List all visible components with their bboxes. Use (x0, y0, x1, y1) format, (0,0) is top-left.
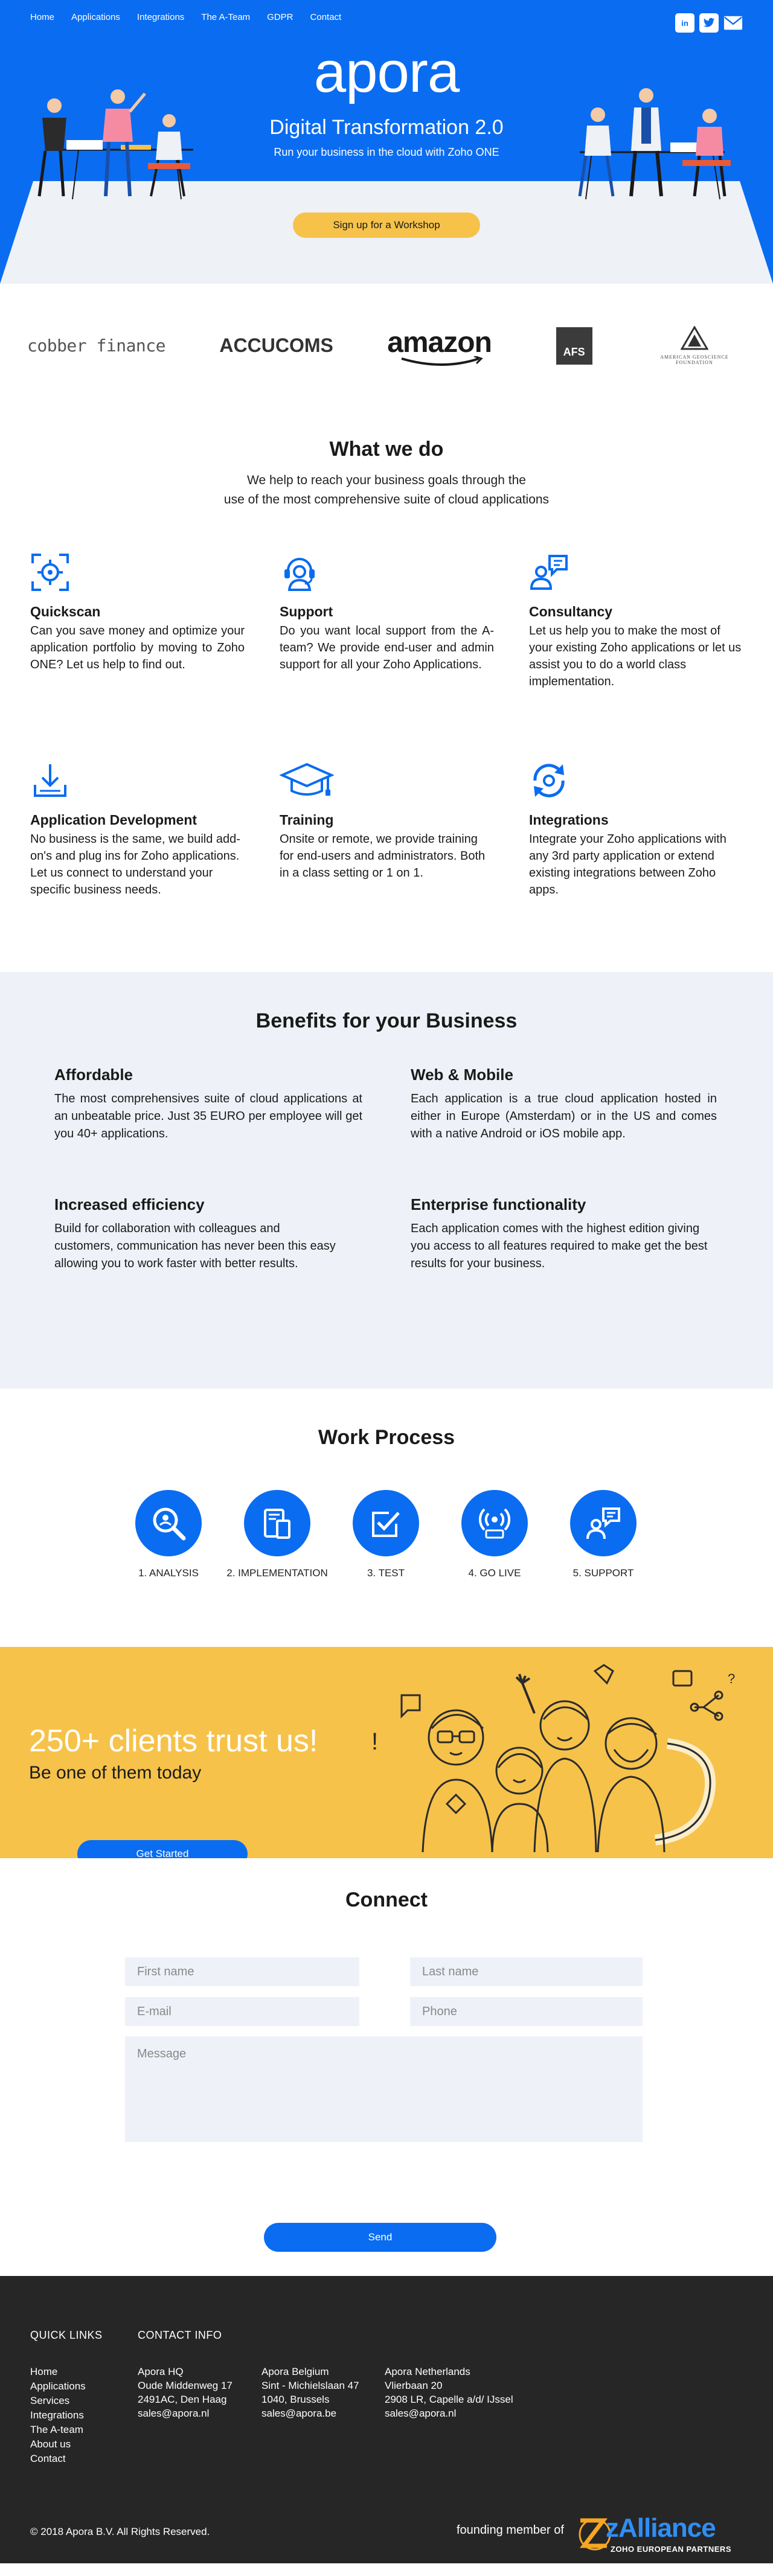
send-button[interactable]: Send (264, 2223, 496, 2252)
copyright-text: © 2018 Apora B.V. All Rights Reserved. (30, 2526, 210, 2537)
team-illustration-right (562, 85, 743, 205)
footer-link-integrations[interactable]: Integrations (30, 2409, 84, 2421)
service-title: Integrations (529, 812, 609, 828)
service-text: Onsite or remote, we provide training for end-users and administrators. Both in a class setting or 1 on 1. (280, 833, 486, 880)
quickscan-icon (30, 552, 70, 592)
sync-icon (529, 761, 569, 801)
clients-subline: Be one of them today (29, 1763, 202, 1783)
get-started-button[interactable]: Get Started (77, 1840, 248, 1858)
connect-title: Connect (345, 1888, 428, 1911)
footer-link-about-us[interactable]: About us (30, 2438, 71, 2450)
clients-headline: 250+ clients trust us! (29, 1724, 318, 1759)
benefit-title: Affordable (54, 1066, 133, 1084)
benefit-affordable (54, 1066, 362, 1143)
benefit-title: Increased efficiency (54, 1195, 205, 1213)
benefit-title: Enterprise functionality (411, 1195, 586, 1213)
svg-text:!: ! (371, 1728, 379, 1755)
footer-link-home[interactable]: Home (30, 2366, 58, 2377)
partner-logos (0, 284, 773, 407)
amazon-smile-icon (400, 356, 485, 367)
first-name-input[interactable]: First name (125, 1957, 359, 1986)
nav-the-a-team[interactable]: The A-Team (201, 12, 251, 22)
benefit-web-mobile (411, 1066, 717, 1143)
service-integrations (529, 761, 743, 898)
hero-title: Digital Transformation 2.0 (269, 116, 504, 139)
partner-amazon (387, 325, 502, 367)
benefit-increased-efficiency (54, 1195, 338, 1273)
nav-applications[interactable]: Applications (71, 12, 120, 22)
social-links (675, 13, 743, 33)
quick-links-heading: QUICK LINKS (30, 2329, 103, 2341)
partner-accucoms: ACCUCOMS (219, 334, 333, 356)
intro-line-1: We help to reach your business goals through the (247, 473, 526, 487)
step-label: 2. IMPLEMENTATION (226, 1567, 328, 1579)
test-checkbox-icon (353, 1490, 419, 1556)
service-title: Training (280, 812, 334, 828)
step-label: 5. SUPPORT (573, 1567, 634, 1579)
site-footer (0, 2276, 773, 2563)
work-process-section (0, 1389, 773, 1647)
phone-input[interactable]: Phone (410, 1997, 643, 2026)
process-step-implementation (223, 1490, 332, 1579)
hero-section (0, 0, 773, 284)
office-name: Apora Belgium (261, 2366, 329, 2377)
step-label: 4. GO LIVE (468, 1567, 521, 1579)
service-support (280, 552, 494, 673)
apora-logo[interactable]: apora (313, 40, 460, 104)
process-step-support (549, 1490, 658, 1579)
contact-info-heading: CONTACT INFO (138, 2329, 222, 2341)
service-training (280, 761, 494, 881)
footer-link-applications[interactable]: Applications (30, 2380, 86, 2392)
step-label: 1. ANALYSIS (138, 1567, 199, 1579)
process-step-test (332, 1490, 440, 1579)
footer-link-contact[interactable]: Contact (30, 2452, 66, 2464)
office-street: Vlierbaan 20 (385, 2379, 443, 2391)
office-netherlands (385, 2365, 513, 2421)
office-belgium (261, 2365, 359, 2421)
step-label: 3. TEST (367, 1567, 405, 1579)
office-city: 2491AC, Den Haag (138, 2393, 227, 2405)
nav-home[interactable]: Home (30, 12, 55, 22)
clients-banner (0, 1647, 773, 1858)
office-street: Oude Middenweg 17 (138, 2379, 233, 2391)
happy-clients-illustration (365, 1659, 752, 1852)
download-icon (30, 761, 70, 801)
office-street: Sint - Michielslaan 47 (261, 2379, 359, 2391)
partner-afs (556, 327, 592, 365)
geoscience-wordmark: AMERICAN GEOSCIENCE FOUNDATION (660, 354, 729, 365)
nav-integrations[interactable]: Integrations (136, 12, 185, 22)
zalliance-logo[interactable] (577, 2513, 743, 2557)
what-we-do-section (0, 407, 773, 972)
what-we-do-title: What we do (329, 438, 444, 461)
go-live-broadcast-icon (461, 1490, 528, 1556)
office-hq (138, 2365, 233, 2421)
geoscience-triangle-icon (681, 326, 708, 350)
linkedin-icon[interactable]: in (675, 13, 694, 33)
benefit-enterprise-functionality (411, 1195, 717, 1273)
benefit-text: Each application is a true cloud application hosted in either in Europe (Amsterdam) or in the US and comes with a native Android or iOS mobile app. (411, 1092, 717, 1140)
workshop-signup-button[interactable]: Sign up for a Workshop (293, 213, 480, 238)
support-icon (280, 552, 319, 592)
process-step-analysis (114, 1490, 223, 1579)
office-city: 2908 LR, Capelle a/d/ IJssel (385, 2393, 513, 2405)
service-title: Application Development (30, 812, 197, 828)
implementation-icon (244, 1490, 310, 1556)
zalliance-tagline: ZOHO EUROPEAN PARTNERS (611, 2545, 731, 2554)
office-name: Apora HQ (138, 2366, 184, 2377)
service-title: Quickscan (30, 604, 101, 619)
connect-section (0, 1858, 773, 2276)
twitter-icon[interactable] (699, 13, 719, 33)
footer-link-services[interactable]: Services (30, 2394, 70, 2406)
email-icon[interactable] (723, 13, 743, 33)
benefit-text: The most comprehensives suite of cloud applications at an unbeatable price. Just 35 EURO per employee will get you 40+ applications. (54, 1092, 362, 1140)
team-illustration-left (30, 85, 211, 205)
benefits-title: Benefits for your Business (255, 1009, 518, 1032)
process-step-go-live (440, 1490, 549, 1579)
service-title: Consultancy (529, 604, 613, 619)
svg-text:?: ? (728, 1671, 736, 1686)
benefit-text: Build for collaboration with colleagues and customers, communication has never been this easy allowing you to work faster with better results. (54, 1222, 336, 1270)
office-email-link[interactable]: sales@apora.nl (138, 2407, 210, 2419)
graduation-cap-icon (280, 761, 334, 801)
service-quickscan (30, 552, 245, 673)
office-email-link[interactable]: sales@apora.be (261, 2407, 337, 2419)
nav-contact[interactable]: Contact (310, 12, 342, 22)
service-text: Let us help you to make the most of your existing Zoho applications or let us assist you to do a world class implementation. (529, 624, 742, 688)
main-nav (30, 12, 341, 22)
support-chat-icon (570, 1490, 637, 1556)
footer-link-the-a-team[interactable]: The A-team (30, 2423, 83, 2435)
zalliance-name: zAlliance (606, 2513, 716, 2543)
work-process-title: Work Process (318, 1426, 455, 1449)
benefits-section (0, 972, 773, 1389)
service-application-development (30, 761, 245, 898)
service-text: Can you save money and optimize your application portfolio by moving to Zoho ONE? Let us help to find out. (30, 624, 245, 671)
nav-gdpr[interactable]: GDPR (267, 12, 293, 22)
amazon-wordmark: amazon (387, 326, 492, 359)
partner-american-geoscience (646, 326, 743, 365)
service-text: Do you want local support from the A-team? We provide end-user and admin support for all your Zoho Applications. (280, 624, 494, 671)
email-input[interactable]: E-mail (125, 1997, 359, 2026)
service-consultancy (529, 552, 743, 690)
office-email-link[interactable]: sales@apora.nl (385, 2407, 457, 2419)
office-city: 1040, Brussels (261, 2393, 330, 2405)
afs-wordmark: AFS (563, 345, 585, 358)
service-text: No business is the same, we build add-on's and plug ins for Zoho applications. Let us connect to understand your specific business needs. (30, 833, 240, 896)
hero-subtitle: Run your business in the cloud with Zoho ONE (274, 146, 499, 158)
consultancy-icon (529, 552, 569, 592)
benefit-title: Web & Mobile (411, 1066, 513, 1084)
benefit-text: Each application comes with the highest edition giving you access to all features required to make get the best results for your business. (411, 1222, 708, 1270)
partner-cobber-finance: cobber finance (27, 336, 166, 356)
founding-member-text: founding member of (457, 2523, 564, 2537)
service-text: Integrate your Zoho applications with any 3rd party application or extend existing integrations between Zoho apps. (529, 833, 726, 896)
what-we-do-intro (0, 471, 773, 509)
intro-line-2: use of the most comprehensive suite of cloud applications (223, 492, 550, 507)
last-name-input[interactable]: Last name (410, 1957, 643, 1986)
analysis-icon (135, 1490, 202, 1556)
message-textarea[interactable]: Message (125, 2036, 643, 2142)
service-title: Support (280, 604, 333, 619)
footer-quick-links (30, 2365, 86, 2467)
office-name: Apora Netherlands (385, 2366, 470, 2377)
